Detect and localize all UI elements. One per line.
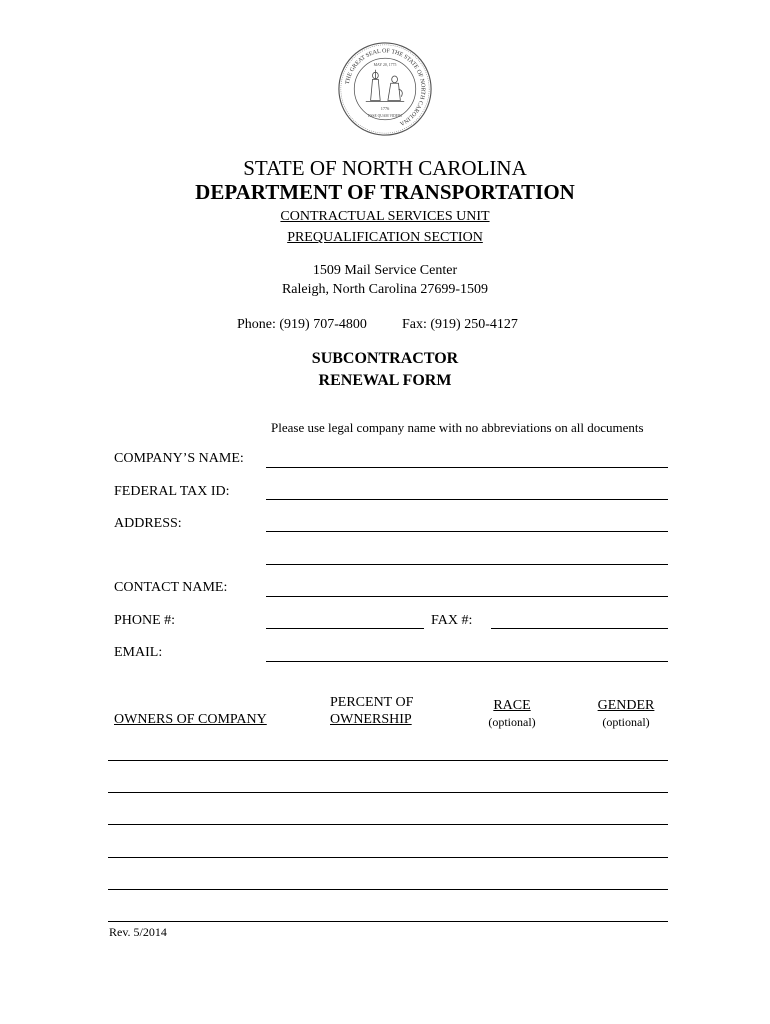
form-title-line-1: SUBCONTRACTOR (311, 350, 459, 367)
instruction-text: Please use legal company name with no abbreviations on all documents (271, 420, 644, 435)
gender-header-note: (optional) (602, 715, 650, 729)
svg-text:ESSE QUAM VIDERI: ESSE QUAM VIDERI (368, 113, 402, 118)
office-fax: Fax: (919) 250-4127 (402, 317, 518, 332)
owner-row-line[interactable] (108, 760, 668, 761)
percent-header (330, 694, 413, 728)
office-phone: Phone: (919) 707-4800 (237, 317, 367, 332)
svg-text:THE GREAT SEAL OF THE STATE OF: THE GREAT SEAL OF THE STATE OF NORTH CAROLINA (344, 48, 426, 127)
unit-name-text: CONTRACTUAL SERVICES UNIT (280, 209, 490, 224)
race-header-note: (optional) (488, 715, 536, 729)
federal-tax-id-line[interactable] (266, 499, 668, 500)
phone-line[interactable] (266, 628, 424, 629)
race-header (472, 698, 552, 730)
federal-tax-id-label: FEDERAL TAX ID: (114, 484, 230, 499)
percent-header-line-1: PERCENT OF (330, 695, 414, 710)
revision-date: Rev. 5/2014 (109, 925, 167, 939)
phone-label: PHONE #: (114, 613, 176, 628)
gender-header (584, 698, 668, 730)
email-label: EMAIL: (114, 645, 163, 660)
svg-text:MAY 20, 1775: MAY 20, 1775 (373, 62, 397, 67)
section-name-text: PREQUALIFICATION SECTION (287, 230, 483, 245)
form-title-line-2: RENEWAL FORM (318, 372, 452, 389)
state-title: STATE OF NORTH CAROLINA (243, 156, 527, 180)
owner-row-line[interactable] (108, 857, 668, 858)
owner-row-line[interactable] (108, 889, 668, 890)
svg-text:1776: 1776 (380, 106, 390, 112)
address-line-1: 1509 Mail Service Center (312, 263, 458, 278)
gender-header-title: GENDER (597, 698, 655, 713)
email-line[interactable] (266, 661, 668, 662)
owner-row-line[interactable] (108, 824, 668, 825)
fax-label: FAX #: (431, 613, 473, 628)
address-line-a[interactable] (266, 531, 668, 532)
fax-line[interactable] (491, 628, 668, 629)
owner-row-line[interactable] (108, 921, 668, 922)
owner-row-line[interactable] (108, 792, 668, 793)
race-header-title: RACE (493, 698, 531, 713)
owners-header (114, 712, 267, 728)
address-line-2: Raleigh, North Carolina 27699-1509 (281, 282, 489, 297)
address-label: ADDRESS: (114, 516, 182, 531)
department-title: DEPARTMENT OF TRANSPORTATION (195, 180, 575, 204)
section-name (0, 230, 770, 246)
contact-name-label: CONTACT NAME: (114, 580, 228, 595)
state-seal-logo (337, 41, 433, 137)
contact-name-line[interactable] (266, 596, 668, 597)
company-name-label: COMPANY’S NAME: (114, 451, 244, 466)
percent-header-line-2: OWNERSHIP (330, 712, 412, 727)
owners-header-text: OWNERS OF COMPANY (114, 712, 267, 727)
address-line-b[interactable] (266, 564, 668, 565)
unit-name (0, 209, 770, 225)
company-name-line[interactable] (266, 467, 668, 468)
